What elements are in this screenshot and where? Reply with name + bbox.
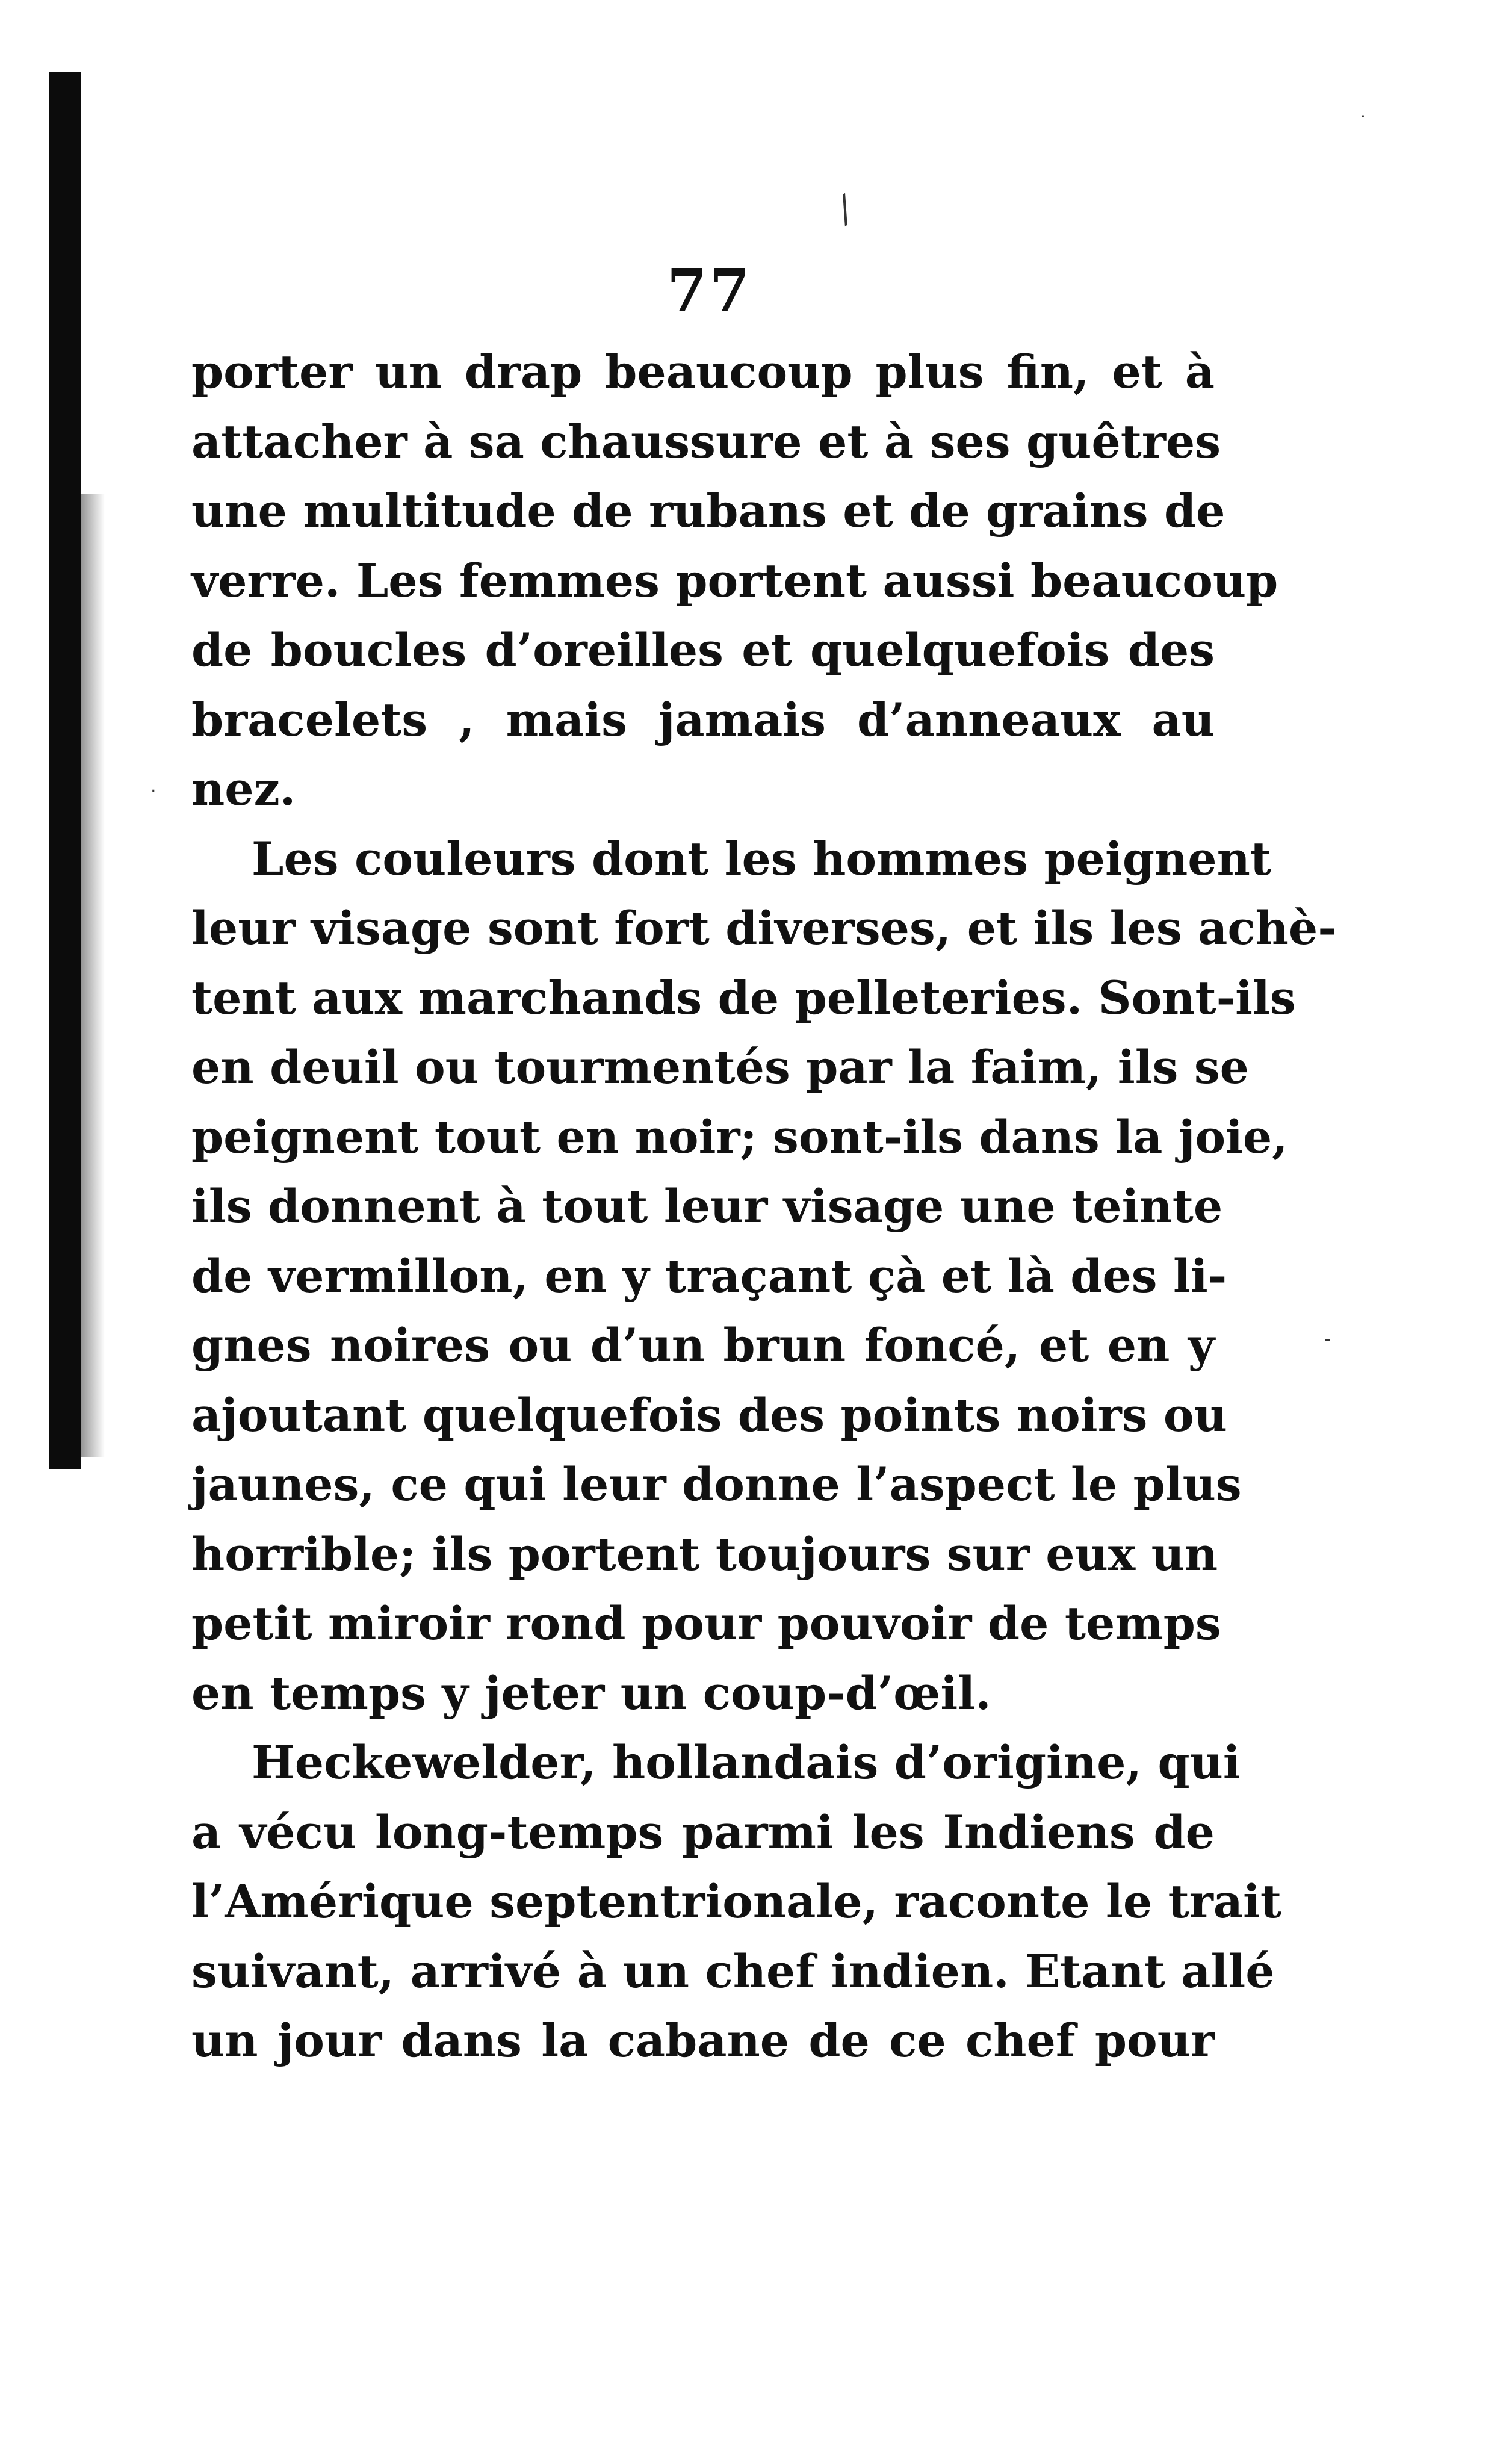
text-line: une multitude de rubans et de grains de — [191, 484, 1225, 538]
text-line: un jour dans la cabane de ce chef pour — [191, 2014, 1215, 2067]
text-line: de boucles d’oreilles et quelquefois des — [191, 623, 1215, 677]
text-line: gnes noires ou d’un brun foncé, et en y — [191, 1318, 1215, 1372]
text-line: jaunes, ce qui leur donne l’aspect le plus — [191, 1457, 1242, 1511]
text-line: de vermillon, en y traçant çà et là des li- — [191, 1249, 1227, 1303]
text-line: en temps y jeter un coup-d’œil. — [191, 1666, 991, 1720]
scan-speck: ⁄ — [831, 191, 861, 230]
text-line: horrible; ils portent toujours sur eux un — [191, 1527, 1218, 1581]
text-line: peignent tout en noir; sont-ils dans la joie, — [191, 1109, 1288, 1164]
text-line: bracelets , mais jamais d’anneaux au — [191, 692, 1215, 746]
scan-speck: · — [150, 781, 156, 802]
text-line: petit miroir rond pour pouvoir de temps — [191, 1597, 1221, 1650]
text-line: nez. — [191, 762, 296, 816]
text-line: Les couleurs dont les hommes peignent — [252, 831, 1272, 886]
text-line: l’Amérique septentrionale, raconte le trait — [191, 1875, 1282, 1928]
text-line: leur visage sont fort diverses, et ils les achè- — [191, 901, 1337, 955]
binding-shadow — [49, 72, 81, 1469]
text-line: ajoutant quelquefois des points noirs ou — [191, 1388, 1227, 1442]
binding-gradient — [81, 494, 105, 1457]
text-line: tent aux marchands de pelleteries. Sont-ils — [191, 970, 1296, 1025]
text-line: en deuil ou tourmentés par la faim, ils se — [191, 1040, 1249, 1094]
text-line: Heckewelder, hollandais d’origine, qui — [252, 1736, 1241, 1789]
text-line: a vécu long-temps parmi les Indiens de — [191, 1805, 1215, 1859]
page-number: 77 — [667, 256, 752, 324]
body-text — [191, 337, 1337, 2076]
text-line: attacher à sa chaussure et à ses guêtres — [191, 414, 1221, 468]
scan-speck: · — [1360, 107, 1366, 126]
text-line: verre. Les femmes portent aussi beaucoup — [191, 553, 1278, 607]
text-line: suivant, arrivé à un chef indien. Etant allé — [191, 1944, 1275, 1998]
scan-speck: - — [1324, 1329, 1331, 1350]
text-line: porter un drap beaucoup plus fin, et à — [191, 345, 1215, 399]
text-line: ils donnent à tout leur visage une teinte — [191, 1179, 1223, 1233]
